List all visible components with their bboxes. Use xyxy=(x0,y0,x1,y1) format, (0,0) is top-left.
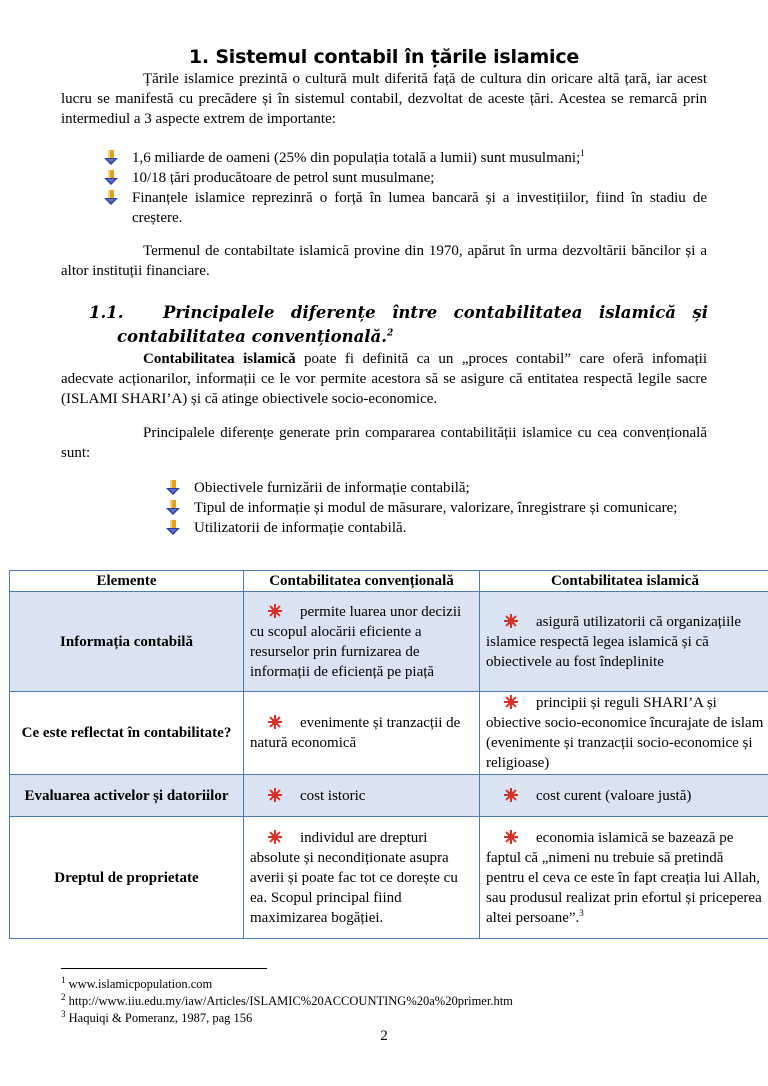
star-bullet-icon xyxy=(268,830,282,844)
table-cell: evenimente și tranzacții de natură economică xyxy=(244,692,480,775)
footnote-link[interactable]: http://www.iiu.edu.my/iaw/Articles/ISLAMIC%20ACCOUNTING%20a%20primer.htm xyxy=(68,994,513,1008)
footnote-ref[interactable]: 2 xyxy=(387,328,394,339)
row-label: Informația contabilă xyxy=(10,592,244,692)
table-row xyxy=(10,817,768,939)
table-cell: principii și reguli SHARI’A și obiective socio-economice încurajate de islam (evenimente și tranzacții socio-economice și religioase) xyxy=(480,692,768,775)
list-item: 10/18 țări producătoare de petrol sunt musulmane; xyxy=(104,168,707,188)
star-bullet-icon xyxy=(268,715,282,729)
differences-paragraph: Principalele diferențe generate prin compararea contabilității islamice cu cea convențională sunt: xyxy=(61,425,707,461)
arrow-bullet-icon xyxy=(104,170,118,186)
footnote: $^3$ Haquiqi & Pomeranz, 1987, pag 156 xyxy=(61,1008,253,1025)
arrow-bullet-icon xyxy=(166,520,180,536)
list-item: Obiectivele furnizării de informație contabilă; xyxy=(166,478,707,498)
row-label: Dreptul de proprietate xyxy=(10,817,244,939)
page-title: 1. Sistemul contabil în țările islamice xyxy=(188,46,580,68)
column-header: Contabilitatea islamică xyxy=(480,571,768,592)
footnote-ref[interactable]: 3 xyxy=(579,907,584,918)
section-heading: 1.1. Principalele diferențe între contabilitatea islamică și contabilitatea convențională.$^2$ xyxy=(89,303,708,346)
differences-list xyxy=(166,478,707,538)
table-row xyxy=(10,592,768,692)
table-cell: economia islamică se bazează pe faptul că „nimeni nu trebuie să pretindă pentru el ceva ce este în fapt creația lui Allah, sau produsul realizat prin efortul și priceperea altei persoane”.$^3$ xyxy=(480,817,768,939)
arrow-bullet-icon xyxy=(104,190,118,206)
star-bullet-icon xyxy=(268,604,282,618)
star-bullet-icon xyxy=(504,830,518,844)
footnote-link[interactable]: www.islamicpopulation.com xyxy=(68,977,213,991)
section-number: 1.1. xyxy=(89,303,124,322)
table-cell: asigură utilizatorii că organizațiile islamice respectă legea islamică și că obiectivele au fost îndeplinite xyxy=(480,592,768,692)
definition-paragraph: Contabilitatea islamică poate fi definită ca un „proces contabil” care oferă infomații adecvate acționarilor, informații ce le vor permite acestora să se asigure că entitatea respectă legile sacre (ISLAMI SHARI’A) și că atinge obiectivele socio-economice. xyxy=(61,351,708,407)
table-row xyxy=(10,775,768,817)
star-bullet-icon xyxy=(504,614,518,628)
list-item: 1,6 miliarde de oameni (25% din populația totală a lumii) sunt musulmani;$^1$ xyxy=(104,148,707,168)
footnote-ref[interactable]: 1 xyxy=(580,148,585,158)
footnote: $^2$ http://www.iiu.edu.my/iaw/Articles/ISLAMIC%20ACCOUNTING%20a%20primer.htm xyxy=(61,991,513,1008)
intro-paragraph: Țările islamice prezintă o cultură mult diferită față de cultura din oricare altă țară, iar acest lucru se manifestă cu precădere și în sistemul contabil, dezvoltat de aceste țări. Acestea se remarcă prin intermediul a 3 aspecte extrem de importante: xyxy=(61,71,707,127)
table-cell: cost curent (valoare justă) xyxy=(480,775,768,817)
origin-paragraph: Termenul de contabiltate islamică provine din 1970, apărut în urma dezvoltării băncilor și a altor instituții financiare. xyxy=(61,243,707,279)
arrow-bullet-icon xyxy=(166,480,180,496)
page-number: 2 xyxy=(380,1028,388,1044)
table-row xyxy=(10,692,768,775)
footnote-separator xyxy=(61,968,267,969)
column-header: Contabilitatea convențională xyxy=(244,571,480,592)
star-bullet-icon xyxy=(268,788,282,802)
list-item: Finanțele islamice reprezinră o forță în lumea bancară și a investițiilor, fiind în stadiu de creștere. xyxy=(104,188,707,228)
table-cell: permite luarea unor decizii cu scopul alocării eficiente a resurselor prin furnizarea de informații de eficiență pe piață xyxy=(244,592,480,692)
comparison-table xyxy=(9,570,768,939)
list-item: Tipul de informație și modul de măsurare, valorizare, înregistrare și comunicare; xyxy=(166,498,707,518)
arrow-bullet-icon xyxy=(104,150,118,166)
table-cell: individul are drepturi absolute și necondiționate asupra averii și poate fac tot ce dorește cu ea. Scopul principal fiind maximizarea bogăției. xyxy=(244,817,480,939)
star-bullet-icon xyxy=(504,695,518,709)
row-label: Ce este reflectat în contabilitate? xyxy=(10,692,244,775)
aspects-list xyxy=(104,148,707,228)
table-cell: cost istoric xyxy=(244,775,480,817)
column-header: Elemente xyxy=(10,571,244,592)
arrow-bullet-icon xyxy=(166,500,180,516)
list-item: Utilizatorii de informație contabilă. xyxy=(166,518,707,538)
row-label: Evaluarea activelor și datoriilor xyxy=(10,775,244,817)
footnote: $^1$ www.islamicpopulation.com xyxy=(61,974,213,991)
table-header-row xyxy=(10,571,768,592)
star-bullet-icon xyxy=(504,788,518,802)
